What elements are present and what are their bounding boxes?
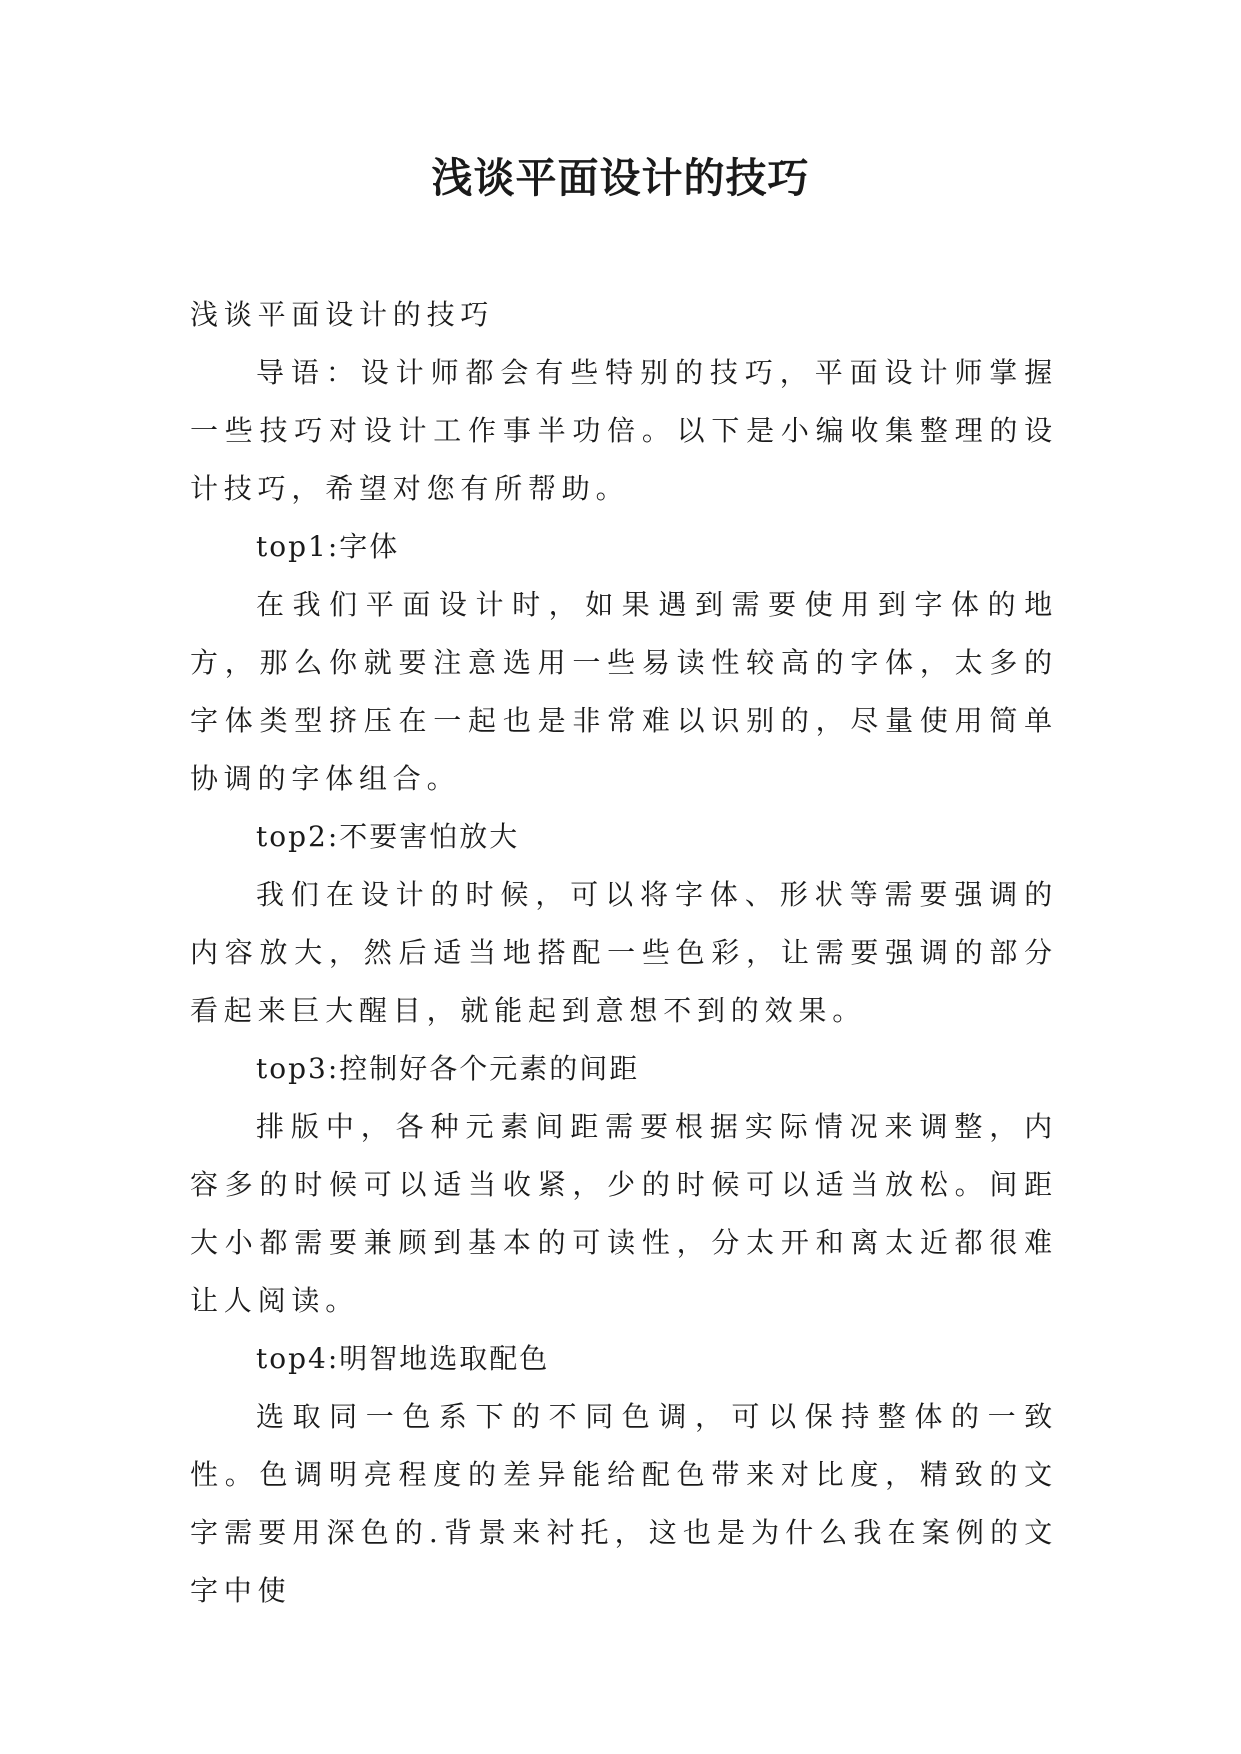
section-heading-top1: top1:字体 [256,530,400,563]
section-paragraph-top1: 在我们平面设计时，如果遇到需要使用到字体的地方，那么你就要注意选用一些易读性较高的字体，太多的字体类型挤压在一起也是非常难以识别的，尽量使用简单协调的字体组合。 [190,588,1058,795]
intro-paragraph: 导语：设计师都会有些特别的技巧，平面设计师掌握一些技巧对设计工作事半功倍。以下是小编收集整理的设计技巧，希望对您有所帮助。 [190,356,1058,505]
section-paragraph-top4: 选取同一色系下的不同色调，可以保持整体的一致性。色调明亮程度的差异能给配色带来对比度，精致的文字需要用深色的.背景来衬托，这也是为什么我在案例的文字中使 [190,1400,1058,1607]
document-body [190,286,1058,1620]
document-title: 浅谈平面设计的技巧 [431,154,810,202]
section-paragraph-top2: 我们在设计的时候，可以将字体、形状等需要强调的内容放大，然后适当地搭配一些色彩，让需要强调的部分看起来巨大醒目，就能起到意想不到的效果。 [190,878,1058,1027]
section-paragraph-top3: 排版中，各种元素间距需要根据实际情况来调整，内容多的时候可以适当收紧，少的时候可以适当放松。间距大小都需要兼顾到基本的可读性，分太开和离太近都很难让人阅读。 [190,1110,1058,1317]
section-heading-top2: top2:不要害怕放大 [256,820,520,853]
section-heading-top4: top4:明智地选取配色 [256,1342,550,1375]
subtitle-paragraph: 浅谈平面设计的技巧 [190,298,495,331]
section-heading-top3: top3:控制好各个元素的间距 [256,1052,640,1085]
